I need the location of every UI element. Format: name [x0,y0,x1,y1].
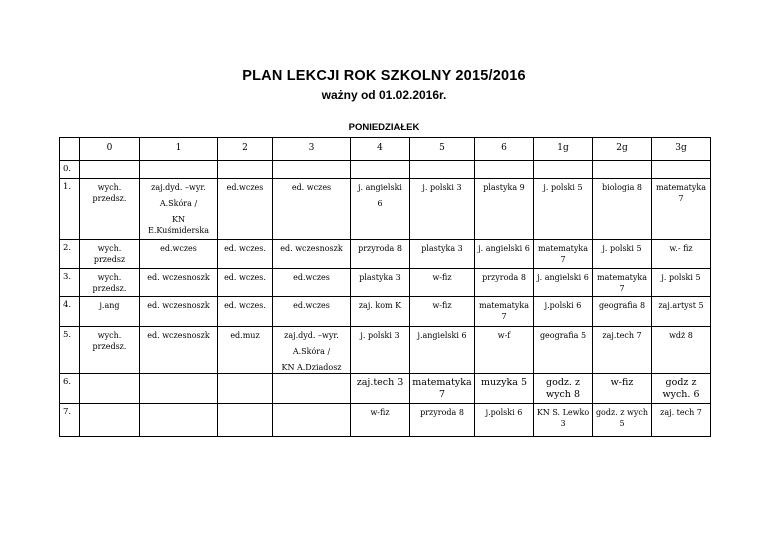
lesson-cell [80,374,140,404]
lesson-row [60,161,711,179]
lesson-cell [273,374,351,404]
lesson-cell: ed.wczes [218,179,273,240]
lesson-cell: wdż 8 [652,327,711,374]
column-header: 2 [218,138,273,161]
lesson-cell: matematyka 7 [593,269,652,297]
lesson-cell [652,161,711,179]
lesson-cell [593,161,652,179]
lesson-cell-line: KN A.Dziadosz [281,363,342,372]
column-header: 5 [410,138,475,161]
lesson-cell [80,161,140,179]
lesson-number: 0. [60,161,80,179]
lesson-row [60,327,711,374]
lesson-number: 3. [60,269,80,297]
lesson-cell: ed. wczesnoszk [273,240,351,269]
lesson-cell: j. polski 5 [593,240,652,269]
lesson-number: 4. [60,297,80,327]
day-heading: PONIEDZIAŁEK [348,122,420,133]
lesson-cell: zaj. tech 7 [652,404,711,437]
column-header: 2g [593,138,652,161]
page-title: PLAN LEKCJI ROK SZKOLNY 2015/2016 [242,68,526,84]
lesson-cell [534,161,593,179]
lesson-cell: geografia 8 [593,297,652,327]
lesson-cell [140,179,218,240]
lesson-cell: wych. przedsz. [80,327,140,374]
column-header: 1g [534,138,593,161]
lesson-cell: wych. przedsz [80,240,140,269]
lesson-cell: godz. z wych 5 [593,404,652,437]
lesson-cell [140,161,218,179]
lesson-row [60,240,711,269]
lesson-cell: ed. wczesnoszk [140,269,218,297]
lesson-cell: j.polski 6 [534,297,593,327]
lesson-number: 5. [60,327,80,374]
lesson-cell: j. polski 5 [534,179,593,240]
lesson-cell: w-f [475,327,534,374]
column-header: 3g [652,138,711,161]
lesson-cell: zaj.artyst 5 [652,297,711,327]
lesson-cell: w-fiz [593,374,652,404]
lesson-cell: w-fiz [410,269,475,297]
lesson-cell: ed. wczesnoszk [140,297,218,327]
lesson-row [60,404,711,437]
lesson-cell-line: zaj.dyd. –wyr. [284,331,339,340]
lesson-cell: KN S. Lewko 3 [534,404,593,437]
lesson-cell-line: 6 [377,199,383,208]
corner-cell [60,138,80,161]
lesson-cell [273,404,351,437]
lesson-cell: w-fiz [351,404,410,437]
lesson-cell: matematyka 7 [652,179,711,240]
lesson-cell [351,179,410,240]
lesson-cell: godz z wych. 6 [652,374,711,404]
lesson-cell [218,404,273,437]
lesson-cell: ed.wczes [140,240,218,269]
lesson-cell: j. angielski 6 [534,269,593,297]
lesson-row [60,374,711,404]
lesson-cell [475,161,534,179]
lesson-cell: ed.wczes [273,269,351,297]
lesson-cell [218,374,273,404]
lesson-row [60,179,711,240]
lesson-cell-line: j. angielski [358,183,402,192]
lesson-cell-line: A.Skóra / [292,347,331,356]
lesson-cell: wych. przedsz. [80,269,140,297]
lesson-cell: przyroda 8 [475,269,534,297]
column-header: 4 [351,138,410,161]
lesson-cell: plastyka 3 [351,269,410,297]
lesson-cell [273,161,351,179]
lesson-cell [140,404,218,437]
lesson-cell: wych. przedsz. [80,179,140,240]
lesson-cell: matematyka 7 [475,297,534,327]
header-row [60,138,711,161]
lesson-cell: plastyka 9 [475,179,534,240]
lesson-number: 7. [60,404,80,437]
validity-date: ważny od 01.02.2016r. [321,88,447,102]
column-header: 1 [140,138,218,161]
lesson-cell [410,161,475,179]
lesson-cell: j.ang [80,297,140,327]
lesson-cell: ed. wczes [273,179,351,240]
column-header: 6 [475,138,534,161]
schedule-table [59,137,711,437]
lesson-cell-line: zaj.dyd. –wyr. [151,183,206,192]
lesson-cell: ed. wczes. [218,269,273,297]
lesson-cell: przyroda 8 [410,404,475,437]
lesson-cell: j. polski 3 [410,179,475,240]
lesson-number: 2. [60,240,80,269]
lesson-cell [80,404,140,437]
lesson-cell [218,161,273,179]
lesson-cell: w-fiz [410,297,475,327]
lesson-cell: biologia 8 [593,179,652,240]
lesson-cell-line: KN E.Kuśmiderska [148,215,209,235]
lesson-cell: j. polski 3 [351,327,410,374]
lesson-cell: przyroda 8 [351,240,410,269]
lesson-cell: ed. wczesnoszk [140,327,218,374]
lesson-row [60,269,711,297]
lesson-cell: j.polski 6 [475,404,534,437]
lesson-cell: zaj.tech 3 [351,374,410,404]
lesson-number: 6. [60,374,80,404]
lesson-cell: zaj.tech 7 [593,327,652,374]
lesson-cell: j.angielski 6 [410,327,475,374]
column-header: 0 [80,138,140,161]
lesson-cell: plastyka 3 [410,240,475,269]
lesson-cell: godz. z wych 8 [534,374,593,404]
lesson-number: 1. [60,179,80,240]
lesson-cell: muzyka 5 [475,374,534,404]
lesson-cell: j. angielski 6 [475,240,534,269]
lesson-cell: ed.wczes [273,297,351,327]
lesson-cell [140,374,218,404]
lesson-cell-line: A.Skóra / [159,199,198,208]
lesson-cell: ed. wczes. [218,297,273,327]
lesson-row [60,297,711,327]
lesson-cell [351,161,410,179]
lesson-cell: j. polski 5 [652,269,711,297]
lesson-cell: zaj. kom K [351,297,410,327]
lesson-cell: ed. wczes. [218,240,273,269]
lesson-cell: matematyka 7 [410,374,475,404]
lesson-cell [273,327,351,374]
lesson-cell: matematyka 7 [534,240,593,269]
lesson-cell: geografia 5 [534,327,593,374]
column-header: 3 [273,138,351,161]
lesson-cell: w.- fiz [652,240,711,269]
lesson-cell: ed.muz [218,327,273,374]
